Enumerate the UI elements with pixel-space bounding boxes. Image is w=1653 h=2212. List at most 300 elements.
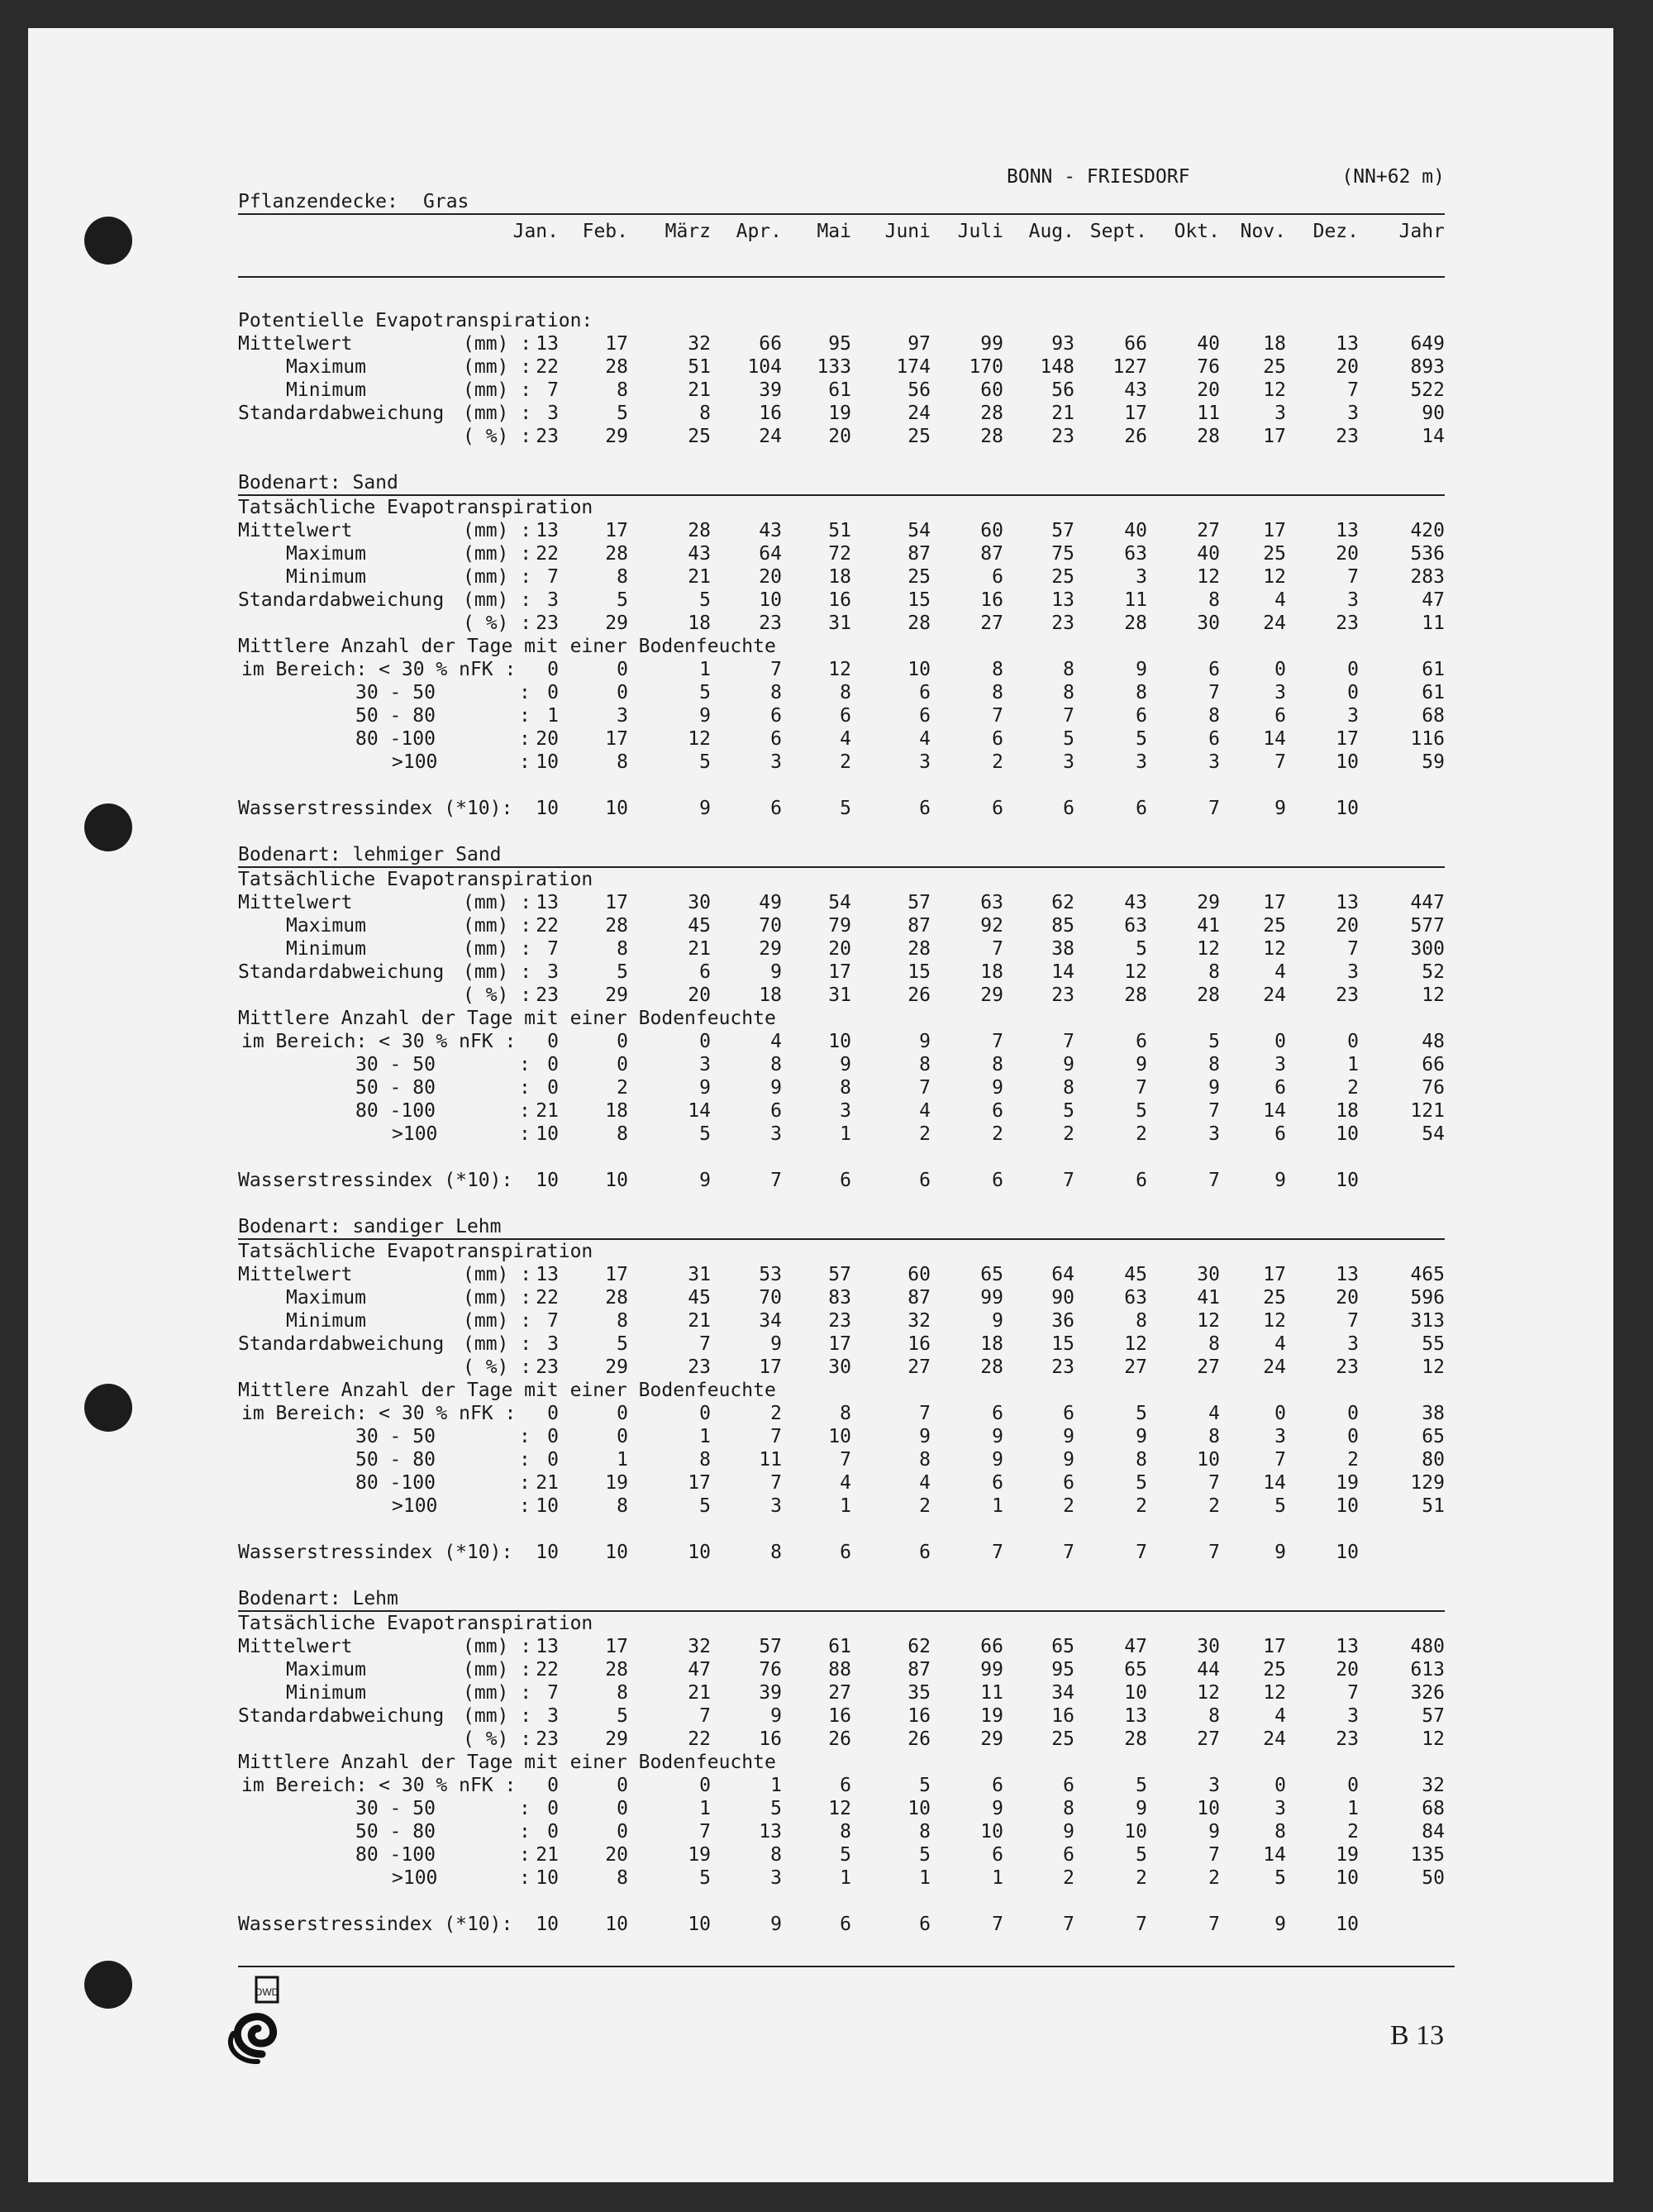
days-title-row <box>238 1751 1445 1774</box>
days-title-row <box>238 1007 1445 1030</box>
table-cell: 13 <box>1336 1636 1359 1657</box>
table-cell: 10 <box>1336 1123 1359 1145</box>
table-cell: 45 <box>688 915 711 937</box>
table-row <box>238 1820 1445 1843</box>
table-cell: 8 <box>1208 1333 1220 1355</box>
table-cell: 8 <box>770 1844 782 1866</box>
table-cell: 12 <box>1263 1682 1286 1704</box>
table-cell: 60 <box>980 379 1003 401</box>
table-cell: 14 <box>1263 1472 1286 1494</box>
table-cell: 9 <box>770 1333 782 1355</box>
table-cell: 8 <box>617 379 628 401</box>
table-cell: 8 <box>919 1054 931 1075</box>
row-label: Minimum <box>286 1682 366 1704</box>
range-colon: : <box>519 1054 531 1075</box>
table-cell: 31 <box>828 984 851 1006</box>
range-label: 30 - 50 <box>355 1426 436 1447</box>
table-cell: 29 <box>605 1356 628 1378</box>
table-cell: 7 <box>1347 1682 1359 1704</box>
stress-cell: 6 <box>919 1170 931 1191</box>
table-cell: 2 <box>919 1495 931 1517</box>
table-row <box>238 1728 1445 1751</box>
table-cell: 32 <box>688 333 711 355</box>
stress-cell: 7 <box>770 1170 782 1191</box>
range-colon: : <box>519 1123 531 1145</box>
table-cell: 28 <box>907 613 931 634</box>
table-cell: 4 <box>840 1472 851 1494</box>
table-cell: 2 <box>992 751 1003 773</box>
stress-cell: 10 <box>536 1542 559 1563</box>
table-cell: 60 <box>907 1264 931 1285</box>
table-cell: 28 <box>605 1287 628 1309</box>
table-cell: 8 <box>1063 1798 1074 1819</box>
table-cell: 23 <box>1336 426 1359 447</box>
table-cell: 17 <box>1263 892 1286 913</box>
table-cell: 6 <box>919 705 931 727</box>
et-title: Tatsächliche Evapotranspiration <box>238 497 593 518</box>
table-row <box>238 1866 1445 1890</box>
table-cell: 20 <box>1336 356 1359 378</box>
table-cell: 5 <box>919 1844 931 1866</box>
table-cell: 92 <box>980 915 1003 937</box>
table-cell: 5 <box>1063 1100 1074 1122</box>
table-row <box>238 1286 1445 1309</box>
table-cell: 76 <box>759 1659 782 1680</box>
table-cell: 21 <box>536 1844 559 1866</box>
table-cell: 30 <box>1197 1264 1220 1285</box>
table-cell: 25 <box>1263 1659 1286 1680</box>
table-cell: 16 <box>907 1333 931 1355</box>
table-cell: 0 <box>617 659 628 680</box>
table-cell: 65 <box>980 1264 1003 1285</box>
table-cell: 10 <box>759 589 782 611</box>
table-cell: 57 <box>828 1264 851 1285</box>
row-label: Maximum <box>286 1659 366 1680</box>
table-cell: 25 <box>1263 1287 1286 1309</box>
table-cell: 121 <box>1410 1100 1445 1122</box>
table-cell: 9 <box>992 1077 1003 1099</box>
table-cell: 8 <box>617 1682 628 1704</box>
table-cell: 19 <box>605 1472 628 1494</box>
table-cell: 72 <box>828 543 851 565</box>
table-cell: 170 <box>969 356 1003 378</box>
range-colon: : <box>519 1844 531 1866</box>
table-cell: 16 <box>907 1705 931 1727</box>
table-cell: 97 <box>907 333 931 355</box>
table-cell: 3 <box>840 1100 851 1122</box>
table-cell: 21 <box>688 379 711 401</box>
month-header: Mai <box>817 221 851 242</box>
stress-cell: 6 <box>992 1170 1003 1191</box>
table-cell: 61 <box>1422 659 1445 680</box>
table-cell: 20 <box>536 728 559 750</box>
table-cell: 133 <box>817 356 851 378</box>
table-cell: 17 <box>605 333 628 355</box>
row-label: Minimum <box>286 379 366 401</box>
table-row <box>238 891 1445 914</box>
table-cell: 10 <box>1336 1495 1359 1517</box>
table-cell: 76 <box>1422 1077 1445 1099</box>
range-label: im Bereich: < 30 % nFK : <box>241 1403 517 1424</box>
table-cell: 54 <box>907 520 931 541</box>
table-cell: 7 <box>1274 1449 1286 1471</box>
row-unit: ( %) : <box>463 426 532 447</box>
table-row <box>238 1030 1445 1053</box>
table-cell: 17 <box>605 1264 628 1285</box>
table-cell: 596 <box>1410 1287 1445 1309</box>
stress-cell: 10 <box>605 1170 628 1191</box>
table-cell: 6 <box>992 1844 1003 1866</box>
table-cell: 12 <box>1422 984 1445 1006</box>
table-cell: 27 <box>1197 1356 1220 1378</box>
table-cell: 23 <box>828 1310 851 1332</box>
table-cell: 9 <box>992 1310 1003 1332</box>
table-row <box>238 914 1445 937</box>
cover-row <box>238 190 1445 215</box>
table-cell: 28 <box>1124 984 1147 1006</box>
table-cell: 0 <box>1347 659 1359 680</box>
table-cell: 13 <box>1336 333 1359 355</box>
table-cell: 7 <box>547 1682 559 1704</box>
table-cell: 536 <box>1410 543 1445 565</box>
stress-cell: 7 <box>1208 1170 1220 1191</box>
table-cell: 12 <box>1197 938 1220 960</box>
table-cell: 7 <box>1347 379 1359 401</box>
stress-cell: 6 <box>919 1914 931 1935</box>
stress-cell: 7 <box>1063 1542 1074 1563</box>
month-header: Jan. <box>512 221 559 242</box>
table-cell: 1 <box>840 1123 851 1145</box>
table-cell: 8 <box>1208 1705 1220 1727</box>
range-label: im Bereich: < 30 % nFK : <box>241 659 517 680</box>
table-cell: 63 <box>1124 1287 1147 1309</box>
table-cell: 3 <box>770 1495 782 1517</box>
table-cell: 2 <box>1136 1495 1147 1517</box>
table-cell: 9 <box>699 705 711 727</box>
stress-cell: 10 <box>536 1914 559 1935</box>
table-cell: 12 <box>828 1798 851 1819</box>
table-cell: 61 <box>1422 682 1445 703</box>
table-cell: 8 <box>1208 1054 1220 1075</box>
table-cell: 6 <box>1208 659 1220 680</box>
table-cell: 8 <box>840 1403 851 1424</box>
month-header: März <box>665 221 711 242</box>
table-cell: 22 <box>688 1728 711 1750</box>
table-cell: 104 <box>747 356 782 378</box>
table-cell: 23 <box>536 984 559 1006</box>
table-cell: 0 <box>617 1426 628 1447</box>
table-cell: 447 <box>1410 892 1445 913</box>
table-cell: 4 <box>1274 589 1286 611</box>
table-cell: 10 <box>536 1867 559 1889</box>
table-cell: 3 <box>919 751 931 773</box>
range-colon: : <box>519 1077 531 1099</box>
row-label: Standardabweichung <box>238 403 445 424</box>
table-cell: 0 <box>699 1031 711 1052</box>
table-row <box>238 355 1445 379</box>
stress-cell: 7 <box>1063 1170 1074 1191</box>
table-cell: 5 <box>1136 728 1147 750</box>
table-cell: 60 <box>980 520 1003 541</box>
table-cell: 23 <box>536 1728 559 1750</box>
logo-text: DWD <box>255 1986 279 1998</box>
table-cell: 24 <box>1263 1356 1286 1378</box>
table-cell: 50 <box>1422 1867 1445 1889</box>
table-cell: 9 <box>1208 1821 1220 1843</box>
table-cell: 18 <box>980 1333 1003 1355</box>
table-cell: 22 <box>536 1659 559 1680</box>
table-cell: 32 <box>688 1636 711 1657</box>
table-cell: 49 <box>759 892 782 913</box>
table-cell: 8 <box>617 938 628 960</box>
table-cell: 62 <box>907 1636 931 1657</box>
table-cell: 9 <box>992 1426 1003 1447</box>
row-unit: (mm) : <box>463 1287 532 1309</box>
table-cell: 8 <box>1136 1449 1147 1471</box>
table-cell: 8 <box>1063 659 1074 680</box>
table-cell: 6 <box>992 1775 1003 1796</box>
table-cell: 3 <box>1274 1426 1286 1447</box>
table-cell: 6 <box>1063 1472 1074 1494</box>
stress-cell: 10 <box>605 798 628 819</box>
table-cell: 12 <box>1124 961 1147 983</box>
table-cell: 3 <box>1274 682 1286 703</box>
table-cell: 0 <box>1347 1403 1359 1424</box>
table-cell: 99 <box>980 1659 1003 1680</box>
stress-cell: 9 <box>1274 798 1286 819</box>
table-cell: 25 <box>1263 356 1286 378</box>
table-cell: 27 <box>1124 1356 1147 1378</box>
table-row <box>238 937 1445 961</box>
table-row <box>238 1076 1445 1099</box>
table-cell: 10 <box>536 1495 559 1517</box>
table-cell: 5 <box>699 751 711 773</box>
table-row <box>238 1099 1445 1123</box>
table-cell: 5 <box>699 1495 711 1517</box>
days-title: Mittlere Anzahl der Tage mit einer Bodenfeuchte <box>238 636 776 657</box>
table-cell: 0 <box>1347 1426 1359 1447</box>
table-cell: 23 <box>1336 984 1359 1006</box>
table-cell: 116 <box>1410 728 1445 750</box>
table-cell: 522 <box>1410 379 1445 401</box>
range-colon: : <box>519 1449 531 1471</box>
table-cell: 25 <box>1263 543 1286 565</box>
table-cell: 22 <box>536 356 559 378</box>
potential-title: Potentielle Evapotranspiration: <box>238 310 593 331</box>
table-cell: 1 <box>1347 1798 1359 1819</box>
table-cell: 649 <box>1410 333 1445 355</box>
table-cell: 9 <box>770 1705 782 1727</box>
stress-cell: 10 <box>536 1170 559 1191</box>
range-label: 50 - 80 <box>355 705 436 727</box>
row-unit: (mm) : <box>463 1310 532 1332</box>
table-cell: 0 <box>547 1054 559 1075</box>
month-header: Jahr <box>1398 221 1445 242</box>
table-cell: 5 <box>840 1844 851 1866</box>
table-cell: 26 <box>828 1728 851 1750</box>
table-cell: 20 <box>1197 379 1220 401</box>
table-cell: 19 <box>1336 1844 1359 1866</box>
stress-cell: 6 <box>840 1542 851 1563</box>
table-cell: 32 <box>907 1310 931 1332</box>
row-unit: (mm) : <box>463 566 532 588</box>
cover-value: Gras <box>423 191 469 212</box>
table-row <box>238 565 1445 589</box>
table-cell: 4 <box>919 1472 931 1494</box>
table-cell: 68 <box>1422 1798 1445 1819</box>
table-cell: 10 <box>828 1426 851 1447</box>
range-label: >100 <box>392 1123 438 1145</box>
table-cell: 5 <box>699 682 711 703</box>
table-cell: 75 <box>1051 543 1074 565</box>
table-cell: 2 <box>770 1403 782 1424</box>
table-cell: 3 <box>547 961 559 983</box>
table-row <box>238 1448 1445 1471</box>
table-cell: 3 <box>1208 1775 1220 1796</box>
table-cell: 26 <box>1124 426 1147 447</box>
range-label: 30 - 50 <box>355 1798 436 1819</box>
table-cell: 65 <box>1422 1426 1445 1447</box>
table-cell: 148 <box>1040 356 1074 378</box>
table-cell: 7 <box>1208 1844 1220 1866</box>
days-title: Mittlere Anzahl der Tage mit einer Bodenfeuchte <box>238 1752 776 1773</box>
table-cell: 13 <box>536 333 559 355</box>
table-cell: 8 <box>699 1449 711 1471</box>
row-label: Mittelwert <box>238 1636 353 1657</box>
table-cell: 8 <box>992 1054 1003 1075</box>
table-cell: 5 <box>617 1705 628 1727</box>
table-cell: 87 <box>907 1659 931 1680</box>
table-cell: 11 <box>980 1682 1003 1704</box>
table-cell: 95 <box>1051 1659 1074 1680</box>
table-cell: 10 <box>980 1821 1003 1843</box>
table-cell: 6 <box>992 728 1003 750</box>
table-cell: 17 <box>1124 403 1147 424</box>
table-row <box>238 704 1445 727</box>
table-cell: 2 <box>1063 1495 1074 1517</box>
table-cell: 20 <box>688 984 711 1006</box>
table-cell: 8 <box>1136 682 1147 703</box>
table-cell: 20 <box>605 1844 628 1866</box>
table-row <box>238 1309 1445 1332</box>
table-cell: 21 <box>688 1310 711 1332</box>
table-cell: 10 <box>907 1798 931 1819</box>
table-cell: 83 <box>828 1287 851 1309</box>
table-cell: 8 <box>770 682 782 703</box>
table-cell: 8 <box>617 1495 628 1517</box>
table-cell: 30 <box>688 892 711 913</box>
table-cell: 9 <box>1136 1426 1147 1447</box>
table-cell: 2 <box>1347 1077 1359 1099</box>
table-cell: 40 <box>1124 520 1147 541</box>
table-cell: 8 <box>1063 1077 1074 1099</box>
table-cell: 20 <box>828 426 851 447</box>
table-cell: 7 <box>699 1333 711 1355</box>
table-cell: 45 <box>1124 1264 1147 1285</box>
table-cell: 0 <box>617 1054 628 1075</box>
table-cell: 79 <box>828 915 851 937</box>
table-cell: 14 <box>1263 728 1286 750</box>
table-row <box>238 542 1445 565</box>
table-cell: 88 <box>828 1659 851 1680</box>
table-cell: 26 <box>907 1728 931 1750</box>
table-cell: 0 <box>617 1821 628 1843</box>
days-title-row <box>238 635 1445 658</box>
table-cell: 20 <box>1336 1659 1359 1680</box>
table-cell: 8 <box>699 403 711 424</box>
row-label: Minimum <box>286 1310 366 1332</box>
stress-cell: 10 <box>605 1914 628 1935</box>
header-divider <box>238 248 1445 278</box>
stress-index-row <box>238 1541 1445 1564</box>
table-cell: 7 <box>547 938 559 960</box>
section-title <box>238 309 1445 332</box>
table-cell: 23 <box>536 426 559 447</box>
soil-section-title <box>238 1587 1445 1612</box>
table-cell: 21 <box>688 1682 711 1704</box>
table-cell: 9 <box>1063 1821 1074 1843</box>
table-cell: 43 <box>759 520 782 541</box>
table-cell: 129 <box>1410 1472 1445 1494</box>
table-cell: 99 <box>980 1287 1003 1309</box>
table-cell: 87 <box>907 543 931 565</box>
table-cell: 17 <box>759 1356 782 1378</box>
table-cell: 1 <box>840 1495 851 1517</box>
table-cell: 3 <box>547 589 559 611</box>
row-label: Mittelwert <box>238 1264 353 1285</box>
table-cell: 23 <box>1051 984 1074 1006</box>
table-cell: 3 <box>1347 1333 1359 1355</box>
table-cell: 6 <box>1136 1031 1147 1052</box>
table-cell: 5 <box>1136 1472 1147 1494</box>
row-unit: (mm) : <box>463 333 532 355</box>
table-cell: 24 <box>1263 613 1286 634</box>
table-cell: 65 <box>1051 1636 1074 1657</box>
stress-cell: 6 <box>1136 798 1147 819</box>
table-cell: 4 <box>1208 1403 1220 1424</box>
table-cell: 2 <box>1136 1867 1147 1889</box>
table-cell: 0 <box>547 1821 559 1843</box>
table-cell: 5 <box>617 403 628 424</box>
table-cell: 7 <box>992 1031 1003 1052</box>
table-cell: 53 <box>759 1264 782 1285</box>
table-cell: 25 <box>907 426 931 447</box>
table-cell: 28 <box>980 1356 1003 1378</box>
table-cell: 16 <box>980 589 1003 611</box>
table-cell: 7 <box>770 659 782 680</box>
table-cell: 11 <box>1422 613 1445 634</box>
table-cell: 51 <box>1422 1495 1445 1517</box>
table-cell: 4 <box>840 728 851 750</box>
table-cell: 23 <box>536 613 559 634</box>
table-cell: 127 <box>1112 356 1147 378</box>
table-cell: 29 <box>1197 892 1220 913</box>
table-cell: 28 <box>907 938 931 960</box>
table-cell: 3 <box>617 705 628 727</box>
soil-title: Bodenart: Sand <box>238 472 398 493</box>
table-cell: 12 <box>688 728 711 750</box>
table-cell: 2 <box>1208 1495 1220 1517</box>
table-cell: 10 <box>1336 751 1359 773</box>
table-cell: 5 <box>1136 1100 1147 1122</box>
stress-cell: 7 <box>1136 1914 1147 1935</box>
range-label: 30 - 50 <box>355 682 436 703</box>
table-cell: 7 <box>1063 1031 1074 1052</box>
table-cell: 28 <box>1197 426 1220 447</box>
row-label: Maximum <box>286 356 366 378</box>
table-row <box>238 402 1445 425</box>
table-cell: 6 <box>1274 1077 1286 1099</box>
